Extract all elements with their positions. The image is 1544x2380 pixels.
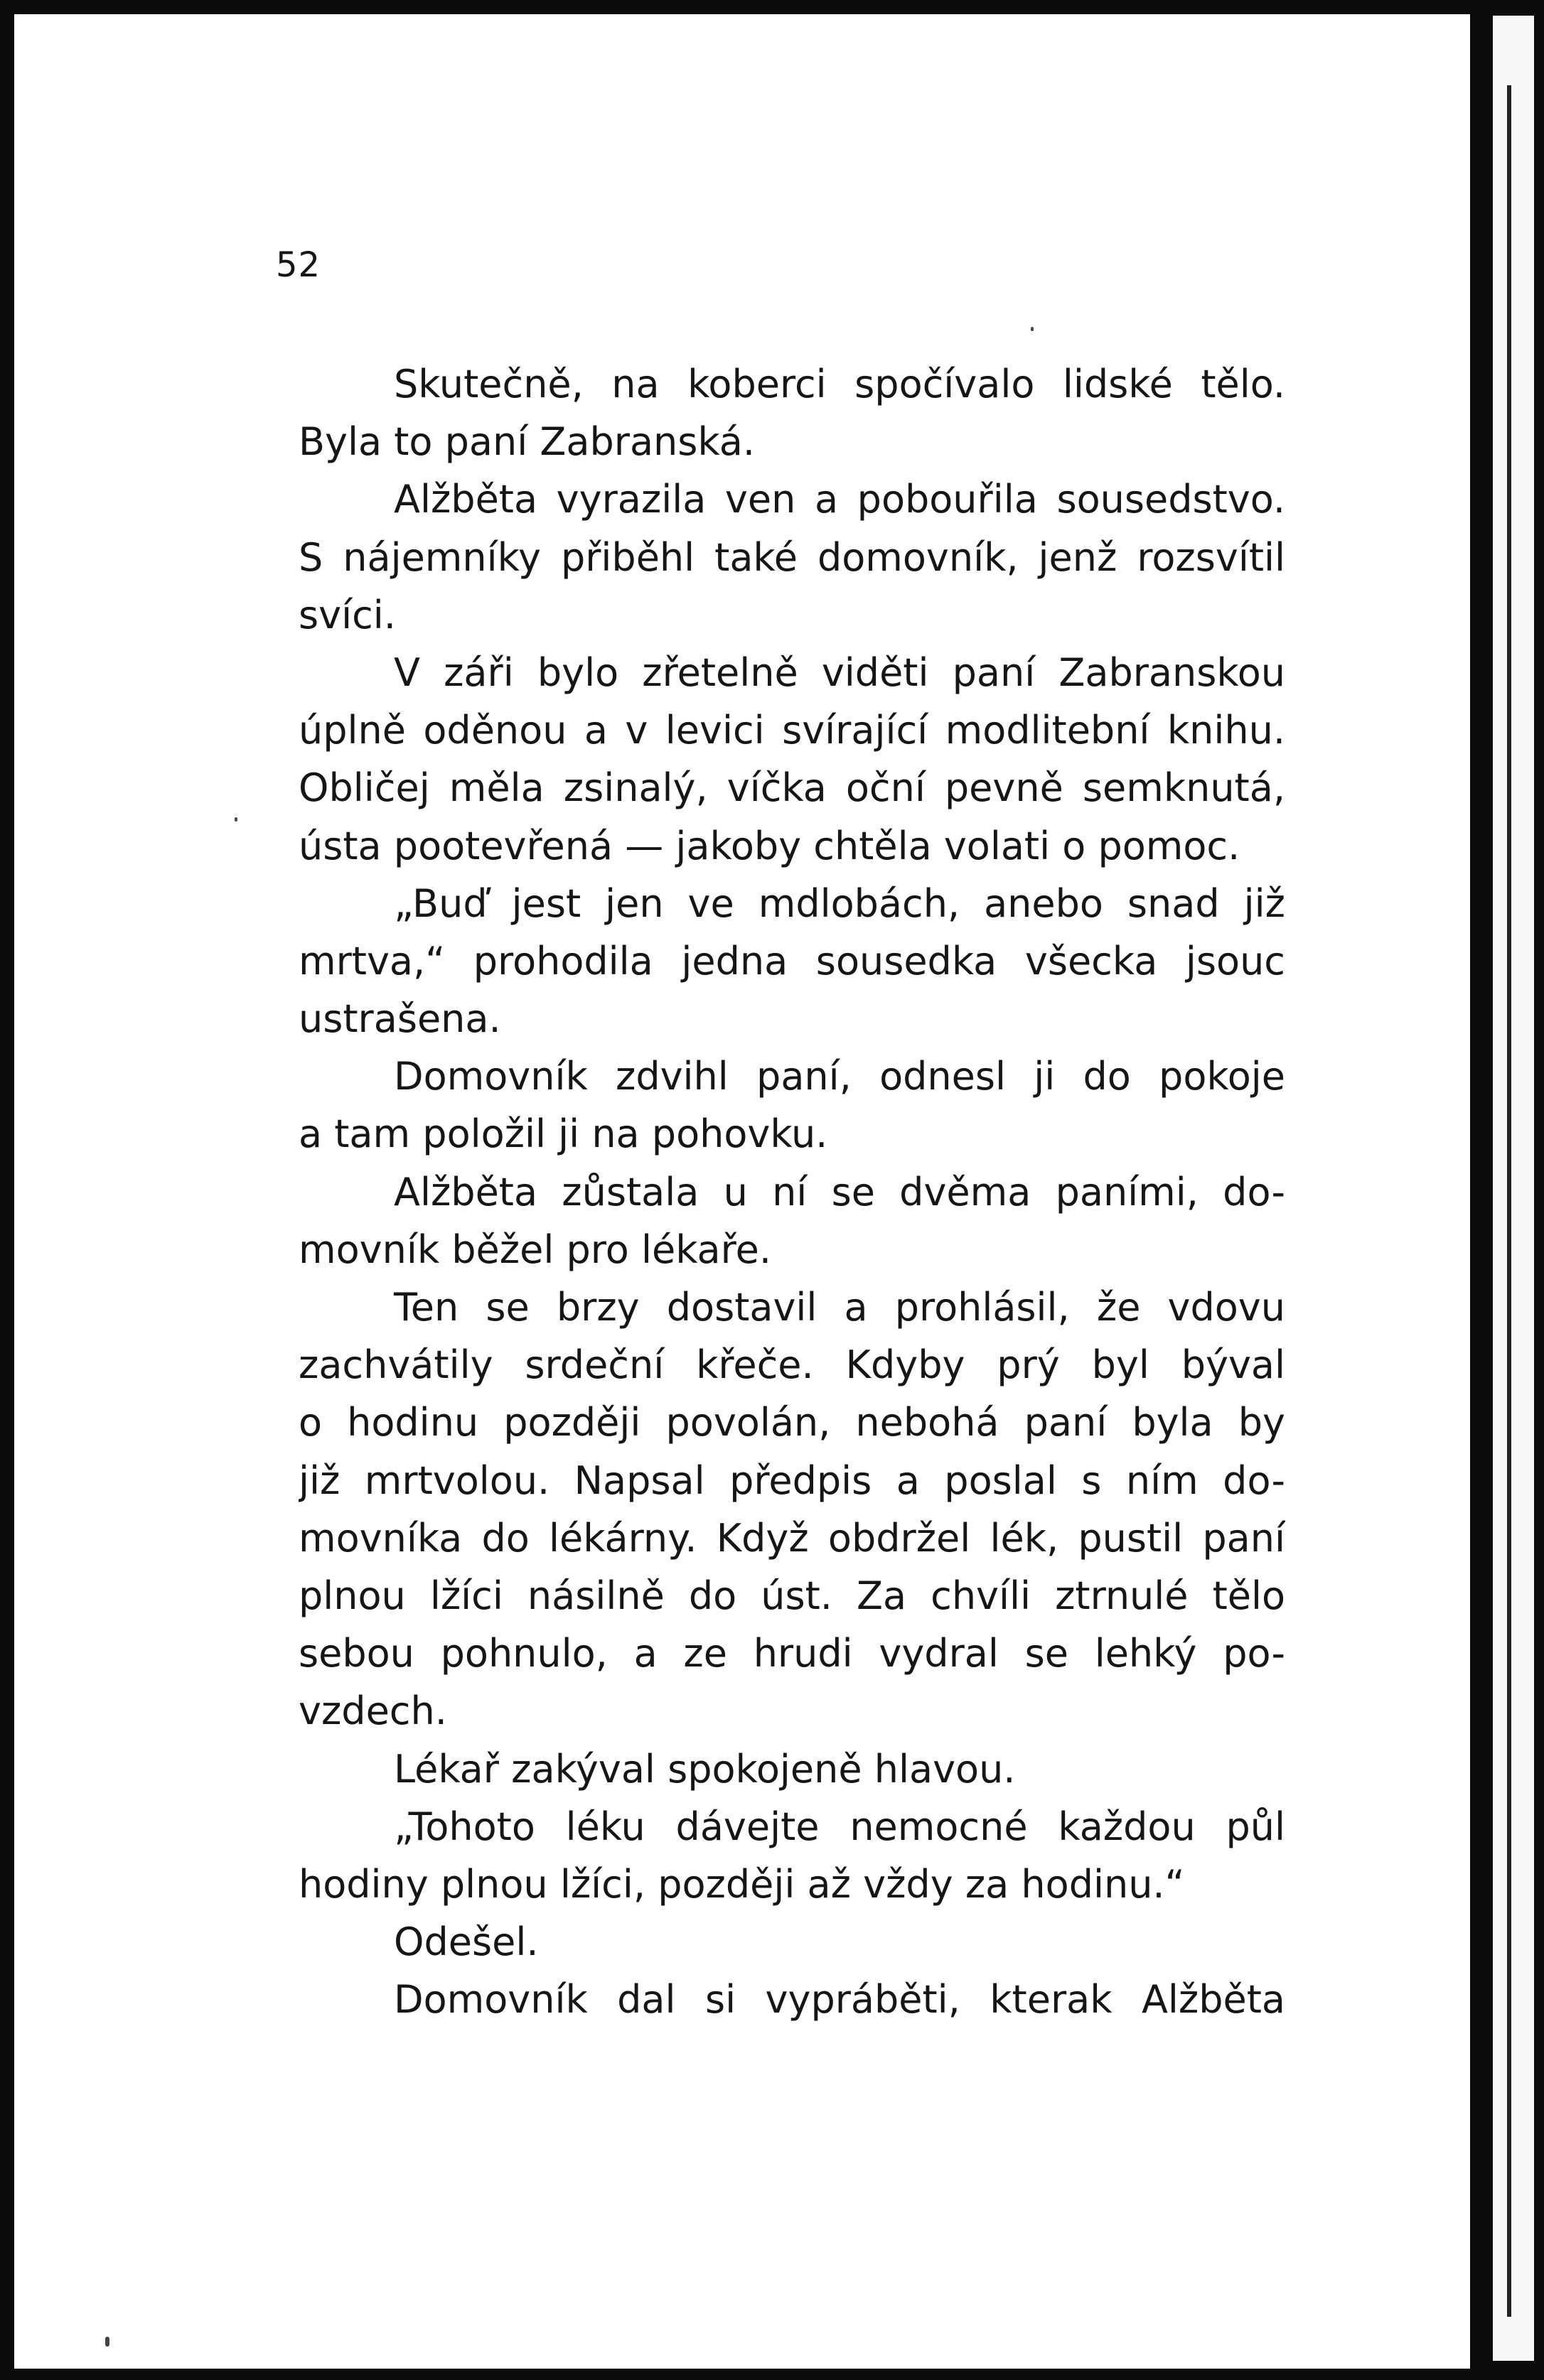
page-number: 52 <box>276 245 321 285</box>
binding-edge-line <box>1507 85 1511 2317</box>
text-line: V záři bylo zřetelně viděti paní Zabranskou <box>394 650 1285 695</box>
text-line: vzdech. <box>299 1689 447 1734</box>
text-line: úplně oděnou a v levici svírající modlitební knihu. <box>299 708 1285 753</box>
body-text <box>299 355 1285 2028</box>
text-line: „Buď jest jen ve mdlobách, anebo snad již <box>394 881 1285 926</box>
text-line: hodiny plnou lžíci, později až vždy za hodinu.“ <box>299 1861 1185 1907</box>
text-line: Byla to paní Zabranská. <box>299 419 755 465</box>
scan-border-bottom <box>0 2369 1544 2380</box>
text-line: Domovník dal si vypráběti, kterak Alžběta <box>394 1977 1285 2023</box>
text-line: zachvátily srdeční křeče. Kdyby prý byl býval <box>299 1342 1285 1388</box>
scan-border-top <box>0 0 1544 14</box>
text-line: plnou lžíci násilně do úst. Za chvíli ztrnulé tělo <box>299 1573 1285 1618</box>
text-line: Ten se brzy dostavil a prohlásil, že vdovu <box>394 1285 1285 1330</box>
book-page <box>14 14 1470 2369</box>
text-line: „Tohoto léku dávejte nemocné každou půl <box>394 1804 1285 1849</box>
scan-speck <box>105 2337 109 2347</box>
text-line: Alžběta zůstala u ní se dvěma paními, do- <box>394 1169 1285 1215</box>
text-line: S nájemníky přiběhl také domovník, jenž rozsvítil <box>299 534 1285 580</box>
adjacent-page-edge <box>1493 16 1534 2361</box>
text-line: mrtva,“ prohodila jedna sousedka všecka jsouc <box>299 938 1285 984</box>
scan-border-left <box>0 0 14 2380</box>
text-line: Obličej měla zsinalý, víčka oční pevně semknutá, <box>299 765 1285 811</box>
text-line: sebou pohnulo, a ze hrudi vydral se lehký po- <box>299 1631 1285 1676</box>
text-line: svíci. <box>299 592 396 637</box>
text-line: o hodinu později povolán, nebohá paní byla by <box>299 1400 1285 1445</box>
text-line: Domovník zdvihl paní, odnesl ji do pokoje <box>394 1054 1285 1099</box>
text-line: Odešel. <box>394 1919 539 1965</box>
text-line: ústa pootevřená — jakoby chtěla volati o pomoc. <box>299 823 1240 868</box>
text-line: a tam položil ji na pohovku. <box>299 1111 828 1157</box>
text-line: Skutečně, na koberci spočívalo lidské tělo. <box>394 362 1285 406</box>
text-line: již mrtvolou. Napsal předpis a poslal s ním do- <box>299 1458 1285 1503</box>
text-line: movník běžel pro lékaře. <box>299 1227 772 1272</box>
scan-speck <box>1031 327 1034 331</box>
text-line: Lékař zakýval spokojeně hlavou. <box>394 1746 1016 1792</box>
scan-speck <box>235 817 237 822</box>
text-line: ustrašena. <box>299 996 501 1042</box>
text-line: Alžběta vyrazila ven a pobouřila sousedstvo. <box>394 477 1285 522</box>
text-line: movníka do lékárny. Když obdržel lék, pustil paní <box>299 1515 1285 1561</box>
